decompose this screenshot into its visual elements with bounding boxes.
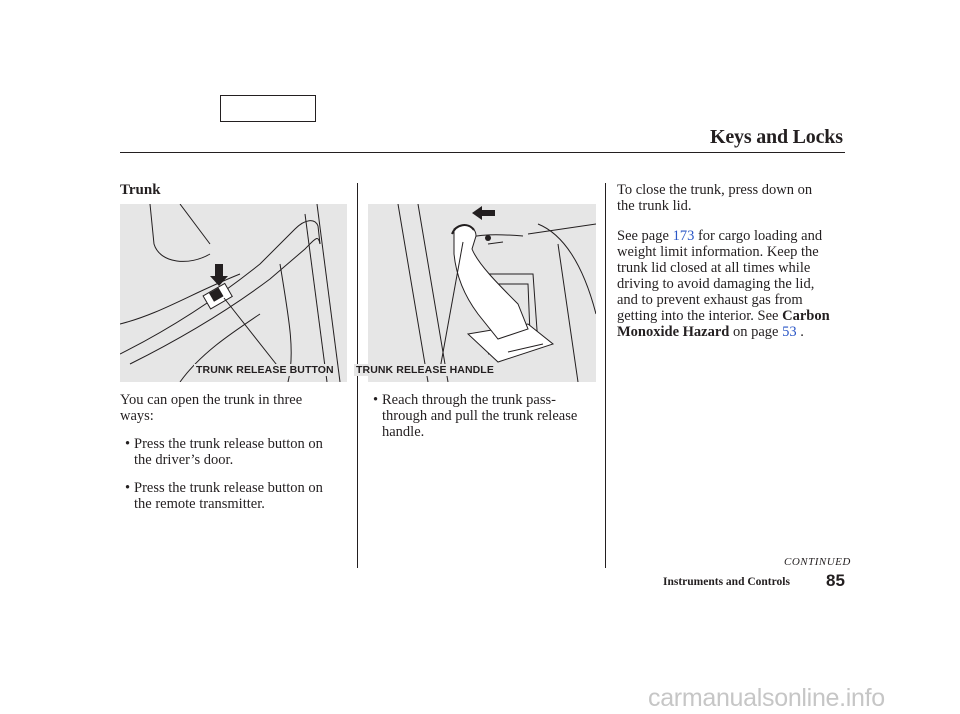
bullet-driver-door-line-2: the driver’s door. (134, 452, 234, 468)
cargo-para-text-b: for cargo loading and (694, 228, 823, 244)
page-53-link[interactable]: 53 (782, 324, 797, 340)
cargo-para-line-6 (617, 308, 830, 324)
cargo-para-line-4: driving to avoid damaging the lid, (617, 276, 815, 292)
cargo-para-line-2: weight limit information. Keep the (617, 244, 819, 260)
trunk-heading: Trunk (120, 182, 161, 198)
bullet-pass-through-line-2: through and pull the trunk release (382, 408, 578, 424)
cargo-para-line-5: and to prevent exhaust gas from (617, 292, 803, 308)
carbon-monoxide-ref-2: Monoxide Hazard (617, 324, 730, 340)
cargo-para-text-c: getting into the interior. See (617, 308, 783, 324)
trunk-release-button-caption: TRUNK RELEASE BUTTON (196, 364, 334, 376)
continued-label: CONTINUED (784, 556, 851, 568)
footer-section-name: Instruments and Controls (663, 576, 790, 588)
cargo-para-line-1 (617, 228, 822, 244)
header-rule (120, 152, 845, 153)
carbon-monoxide-ref-1: Carbon (782, 308, 830, 324)
bullet-pass-through-line-3: handle. (382, 424, 425, 440)
cargo-para-line-3: trunk lid closed at all times while (617, 260, 811, 276)
blank-label-box (220, 95, 316, 122)
bullet-remote-line-1: • Press the trunk release button on (134, 480, 323, 496)
cargo-para-text-a: See page (617, 228, 673, 244)
close-trunk-line-2: the trunk lid. (617, 198, 692, 214)
bullet-pass-through-line-1: • Reach through the trunk pass- (382, 392, 556, 408)
trunk-release-handle-illustration (368, 204, 596, 382)
column-divider-2 (605, 183, 606, 568)
bullet-driver-door-line-1: • Press the trunk release button on (134, 436, 323, 452)
cargo-para-text-e: . (796, 324, 804, 340)
intro-line-2: ways: (120, 408, 154, 424)
page-number: 85 (826, 571, 845, 590)
cargo-para-line-7 (617, 324, 804, 340)
close-trunk-line-1: To close the trunk, press down on (617, 182, 813, 198)
watermark: carmanualsonline.info (648, 684, 885, 712)
section-title: Keys and Locks (710, 126, 843, 148)
trunk-release-handle-caption: TRUNK RELEASE HANDLE (356, 364, 494, 376)
cargo-para-text-d: on page (729, 324, 783, 340)
bullet-remote-line-2: the remote transmitter. (134, 496, 265, 512)
intro-line-1: You can open the trunk in three (120, 392, 303, 408)
page-173-link[interactable]: 173 (672, 228, 695, 244)
trunk-release-button-illustration (120, 204, 347, 382)
